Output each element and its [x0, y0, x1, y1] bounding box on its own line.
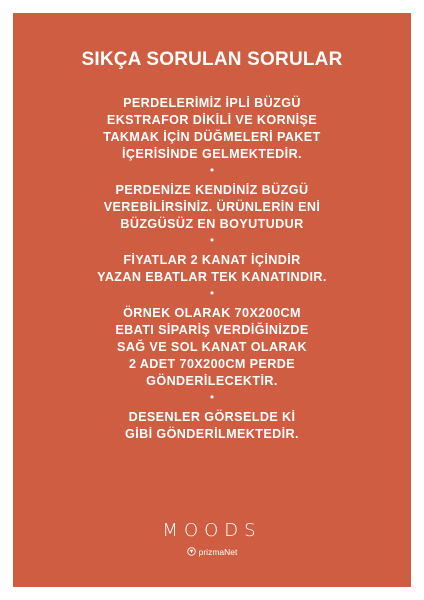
faq-line: DESENLER GÖRSELDE Kİ [128, 410, 296, 424]
brand-logo [13, 521, 411, 560]
faq-list [13, 95, 411, 443]
faq-line: GÖNDERİLECEKTİR. [146, 374, 278, 388]
prizmanet-logo-icon [187, 547, 196, 556]
separator-dot: • [208, 391, 216, 404]
logo-brand-name: prizmaNet [198, 546, 238, 557]
faq-line: FİYATLAR 2 KANAT İÇİNDİR [123, 253, 301, 267]
logo-wordmark: MOODS [162, 520, 262, 541]
faq-item [13, 252, 411, 286]
faq-item [13, 305, 411, 390]
faq-item [13, 409, 411, 443]
faq-line: BÜZGÜSÜZ EN BOYUTUDUR [120, 217, 304, 231]
faq-item [13, 95, 411, 163]
faq-line: EBATI SİPARİŞ VERDİĞİNİZDE [115, 323, 309, 337]
faq-panel [13, 13, 411, 587]
separator-dot: • [208, 234, 216, 247]
faq-line: PERDELERİMİZ İPLİ BÜZGÜ [123, 96, 301, 110]
logo-brand-row [187, 547, 238, 557]
faq-line: İÇERİSİNDE GELMEKTEDİR. [122, 147, 302, 161]
faq-line: GİBİ GÖNDERİLMEKTEDİR. [125, 427, 299, 441]
faq-line: EKSTRAFOR DİKİLİ VE KORNİŞE [106, 113, 318, 127]
page-title: SIKÇA SORULAN SORULAR [81, 49, 343, 70]
faq-line: SAĞ VE SOL KANAT OLARAK [117, 340, 307, 354]
faq-line: TAKMAK İÇİN DÜĞMELERİ PAKET [103, 130, 321, 144]
faq-line: VEREBİLİRSİNİZ. ÜRÜNLERİN ENİ [103, 200, 321, 214]
faq-line: YAZAN EBATLAR TEK KANATINDIR. [97, 270, 327, 284]
faq-line: ÖRNEK OLARAK 70X200CM [123, 306, 301, 320]
faq-line: 2 ADET 70X200CM PERDE [128, 357, 296, 371]
faq-line: PERDENİZE KENDİNİZ BÜZGÜ [115, 183, 309, 197]
separator-dot: • [208, 164, 216, 177]
faq-item [13, 182, 411, 233]
separator-dot: • [208, 287, 216, 300]
